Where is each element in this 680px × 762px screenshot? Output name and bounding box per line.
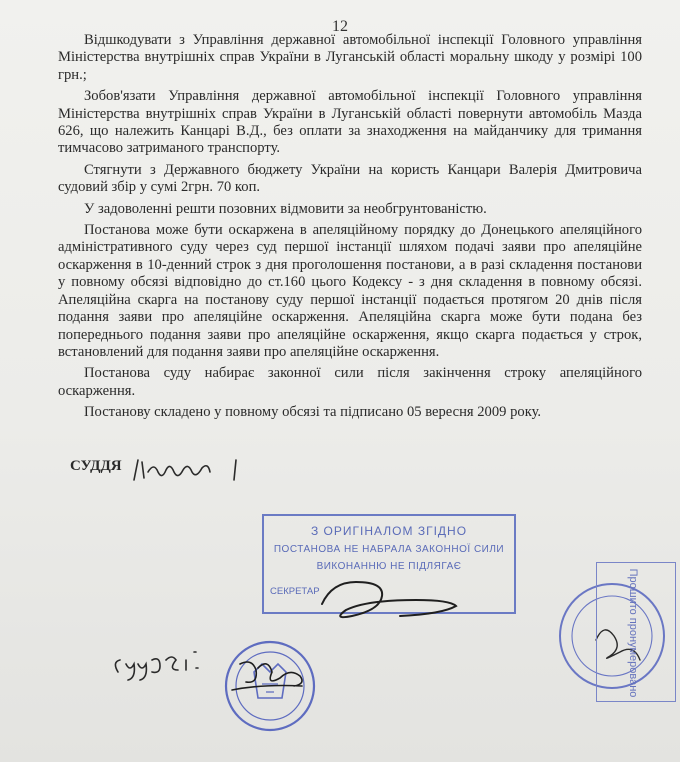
judge-label: СУДДЯ xyxy=(70,458,122,474)
handwritten-label xyxy=(115,652,198,680)
paragraph-appeal: Постанова може бути оскаржена в апеляційному порядку до Донецького апеляційного адміністративного суду через суд першої інстанції шляхом подачі заяви про апеляційне оскарження в 10-денний строк з дня проголошення постанови, а в разі складення постанови у повному обсязі відповідно до ст.160 цього Кодексу - з дня складення в повному обсязі. Апеляційна скарга на постанову суду першої інстанції подається протягом 20 днів після подання заяви про апеляційне оскарження. Апеляційна скарга може бути подана без попереднього подання заяви про апеляційне оскарження, якщо скарга подається у строк, встановлений для подання заяви про апеляційне оскарження. xyxy=(58,222,642,360)
stamp-line-not-enforceable: ВИКОНАННЮ НЕ ПІДЛЯГАЄ xyxy=(316,561,462,572)
page-number: 12 xyxy=(332,18,348,35)
stamp-line-original: З ОРИГІНАЛОМ ЗГІДНО xyxy=(310,524,468,538)
stamp-line-secretary: СЕКРЕТАР xyxy=(270,586,320,597)
paragraph-legal-force: Постанова суду набирає законної сили після закінчення строку апеляційного оскарження. xyxy=(58,365,642,399)
paragraph-signing-date: Постанову складено у повному обсязі та підписано 05 вересня 2009 року. xyxy=(84,404,542,421)
side-stamp-text: Прошито пронумеровано xyxy=(627,568,639,698)
paragraph-rejection: У задоволенні решти позовних відмовити за необгрунтованістю. xyxy=(84,200,487,217)
paragraph-return-vehicle: Зобов'язати Управління державної автомобільної інспекції Головного управління Міністерства внутрішніх справ України в Луганській області повернути автомобіль Мазда 626, що належить Канцарі В.Д., без оплати за знаходження на майданчику для тримання тимчасово затриманого транспорту. xyxy=(58,88,642,157)
bound-and-numbered-stamp xyxy=(596,562,676,702)
stamp-line-not-in-force: ПОСТАНОВА НЕ НАБРАЛА ЗАКОННОЇ СИЛИ xyxy=(273,544,505,555)
paragraph-moral-damage: Відшкодувати з Управління державної автомобільної інспекції Головного управління Міністерства внутрішніх справ України в Луганській області моральну шкоду у розмірі 100 грн.; xyxy=(58,32,642,83)
secretary-signature xyxy=(322,582,456,617)
paragraph-court-fee: Стягнути з Державного бюджету України на користь Канцари Валерія Дмитровича судовий збір у сумі 2грн. 70 коп. xyxy=(58,161,642,196)
